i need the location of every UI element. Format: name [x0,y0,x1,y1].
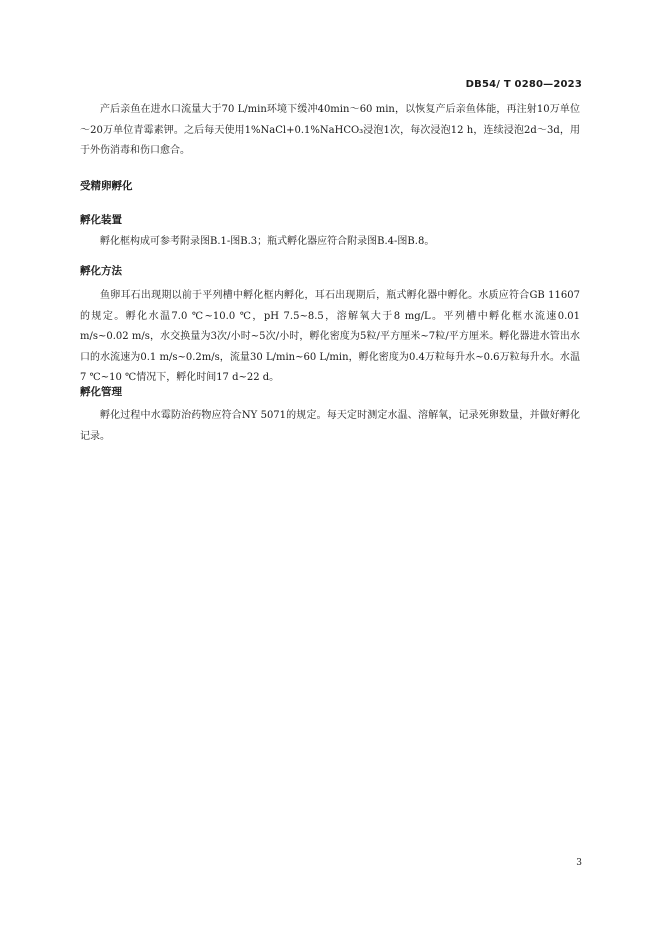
subsection-title-hatching-management: 孵化管理 [80,386,122,398]
subsection-title-hatching-device: 孵化装置 [80,214,122,226]
intro-paragraph: 产后亲鱼在进水口流量大于70 L/min环境下缓冲40min～60 min，以恢复产后亲鱼体能，再注射10万单位～20万单位青霉素钾。之后每天使用1%NaCl+0.1%NaHCO₃浸泡1次，每次浸泡12 h，连续浸泡2d～3d，用于外伤消毒和伤口愈合。 [80,104,580,156]
document-code: DB54/ T 0280—2023 [465,79,582,90]
subsection-paragraph-hatching-management: 孵化过程中水霉防治药物应符合NY 5071的规定。每天定时测定水温、溶解氧，记录死卵数量，并做好孵化记录。 [80,410,580,442]
subsection-paragraph-hatching-method: 鱼卵耳石出现期以前于平列槽中孵化框内孵化，耳石出现期后，瓶式孵化器中孵化。水质应符合GB 11607的规定。孵化水温7.0 ℃~10.0 ℃，pH 7.5~8.5，溶解氧大于8 mg/L。平列槽中孵化框水流速0.01 m/s~0.02 m/s，水交换量为3次/小时~5次/小时，孵化密度为5粒/平方厘米~7粒/平方厘米。孵化器进水管出水口的水流速为0.1 m/s~0.2m/s，流量30 L/min~60 L/min，孵化密度为0.4万粒每升水~0.6万粒每升水。水温7 ℃~10 ℃情况下，孵化时间17 d~22 d。 [80,290,580,383]
subsection-title-hatching-method: 孵化方法 [80,265,122,277]
section-title: 受精卵孵化 [80,180,133,192]
subsection-paragraph-hatching-device: 孵化框构成可参考附录图B.1-图B.3；瓶式孵化器应符合附录图B.4-图B.8。 [100,236,435,247]
page-number: 3 [576,858,582,868]
